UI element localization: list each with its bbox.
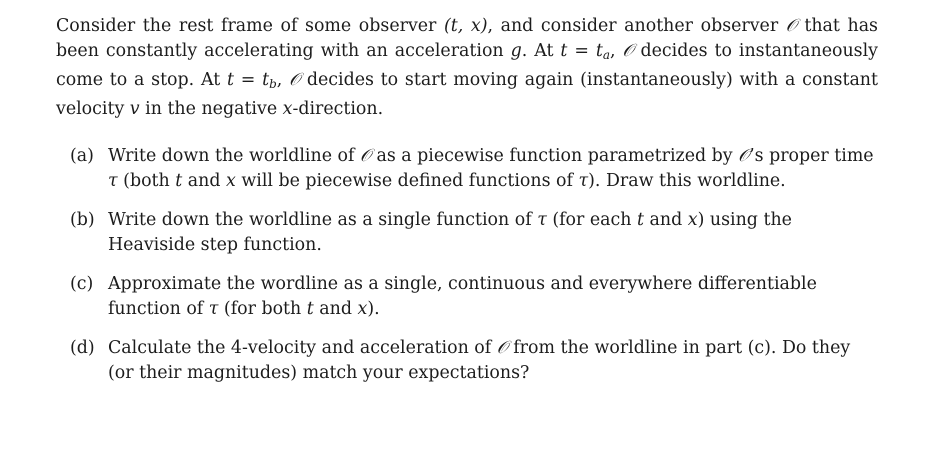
intro-text: that has been constantly accelerating with an acceleration	[56, 16, 878, 61]
math-x: x	[687, 210, 698, 230]
math-tau: τ	[578, 171, 589, 191]
intro-text: ,	[610, 41, 623, 61]
math-observer: 𝒪	[496, 338, 508, 358]
math-observer: 𝒪	[738, 146, 750, 166]
math-g: g	[510, 41, 522, 61]
math-x: x	[282, 99, 293, 119]
intro-text: , and consider another observer	[487, 16, 786, 36]
math-tau: τ	[537, 210, 547, 230]
math-x: x	[226, 171, 236, 191]
math-t: t	[175, 171, 183, 191]
problem-part-c	[70, 272, 878, 322]
intro-text: decides to start moving again (instantaneously) with a constant velocity	[56, 70, 878, 119]
math-observer: 𝒪	[359, 146, 371, 166]
math-t: t	[306, 299, 314, 319]
intro-text: in the negative	[139, 99, 283, 119]
intro-text: . At	[521, 41, 561, 61]
problem-part-b	[70, 208, 878, 258]
intro-text: ,	[276, 70, 290, 90]
part-text: Approximate the wordline as a single, continuous and everywhere differentiable function of τ (for both t and x).	[108, 274, 817, 319]
math-tau: τ	[108, 171, 118, 191]
part-label: (b)	[70, 210, 95, 230]
math-subscript-b: b	[269, 77, 277, 91]
math-coordinates: (t, x)	[443, 16, 488, 36]
problem-document	[56, 14, 878, 400]
math-subscript-a: a	[602, 48, 611, 62]
part-label: (a)	[70, 146, 94, 166]
part-text: Calculate the 4-velocity and acceleration of 𝒪 from the worldline in part (c). Do they (or their magnitudes) match your expectations?	[108, 338, 851, 383]
intro-text: Consider the rest frame of some observer	[56, 16, 444, 36]
math-t: t	[637, 210, 645, 230]
math-tau: τ	[208, 299, 219, 319]
math-observer: 𝒪	[785, 16, 797, 36]
problem-intro	[56, 14, 878, 122]
math-t-eq: t = t	[226, 70, 270, 90]
math-x: x	[357, 299, 368, 319]
intro-text: decides to instantaneously come to a stop. At	[56, 41, 878, 90]
part-label: (d)	[70, 338, 95, 358]
part-text: Write down the worldline of 𝒪 as a piecewise function parametrized by 𝒪’s proper time τ (both t and x will be piecewise defined functions of τ). Draw this worldline.	[108, 146, 874, 191]
part-text: Write down the worldline as a single function of τ (for each t and x) using the Heaviside step function.	[108, 210, 792, 255]
math-observer: 𝒪	[289, 70, 301, 90]
part-label: (c)	[70, 274, 94, 294]
problem-part-a	[70, 144, 878, 194]
problem-part-d	[70, 336, 878, 386]
math-t-eq: t = t	[560, 41, 603, 61]
problem-parts-list	[56, 144, 878, 386]
math-v: v	[129, 99, 140, 119]
math-observer: 𝒪	[622, 41, 634, 61]
intro-text: -direction.	[292, 99, 384, 119]
